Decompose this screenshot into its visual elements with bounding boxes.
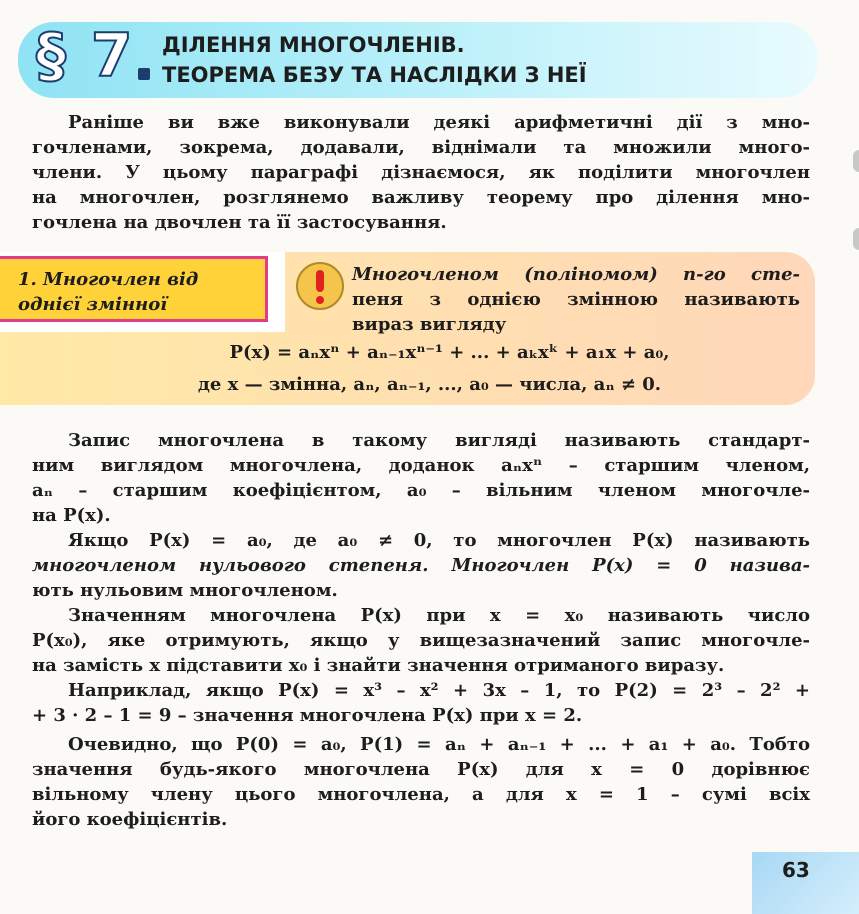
body-line: + 3 · 2 – 1 = 9 – значення многочлена P(x) при x = 2. [32, 705, 583, 726]
body-line: Запис многочлена в такому вигляді називають стандарт- [68, 430, 810, 451]
body-paragraph-3 [32, 603, 810, 678]
body-line: aₙ – старшим коефіцієнтом, a₀ – вільним членом многочле- [32, 480, 810, 501]
section-dot [138, 68, 150, 80]
section-title-line-1: ДІЛЕННЯ МНОГОЧЛЕНІВ. [162, 33, 465, 57]
section-title-line-2: ТЕОРЕМА БЕЗУ ТА НАСЛІДКИ З НЕЇ [162, 63, 587, 87]
body-line: вільному члену цього многочлена, а для x = 1 – сумі всіх [32, 784, 810, 805]
intro-line: на многочлен, розглянемо важливу теорему про ділення мно- [32, 187, 810, 208]
body-line: P(x₀), яке отримують, якщо у вищезазначений запис многочле- [32, 630, 810, 651]
definition-line: Многочленом (поліномом) n-го сте- [352, 264, 800, 285]
definition-text [352, 262, 800, 337]
body-line: Наприклад, якщо P(x) = x³ – x² + 3x – 1, то P(2) = 2³ – 2² + [68, 680, 810, 701]
body-line: многочленом нульового степеня. Многочлен P(x) = 0 назива- [32, 555, 810, 576]
body-paragraph-5 [32, 732, 810, 832]
body-paragraph-1 [32, 428, 810, 528]
page-edge-mark [853, 228, 859, 250]
exclamation-icon [296, 262, 344, 310]
body-line: Якщо P(x) = a₀, де a₀ ≠ 0, то многочлен P(x) називають [68, 530, 810, 551]
body-line: на P(x). [32, 505, 111, 526]
intro-line: Раніше ви вже виконували деякі арифметичні дії з мно- [68, 112, 810, 133]
topic-label-box [0, 256, 268, 322]
intro-line: члени. У цьому параграфі дізнаємося, як поділити многочлен [32, 162, 810, 183]
body-line: ним виглядом многочлена, доданок aₙxⁿ – старшим членом, [32, 455, 810, 476]
body-line: Значенням многочлена P(x) при x = x₀ називають число [68, 605, 810, 626]
page-number: 63 [782, 858, 810, 882]
topic-label [18, 267, 198, 317]
body-line: на замість x підставити x₀ і знайти значення отриманого виразу. [32, 655, 725, 676]
topic-label-line-2: однієї змінної [18, 294, 168, 315]
page-edge-mark [853, 150, 859, 172]
body-line: Очевидно, що P(0) = a₀, P(1) = aₙ + aₙ₋₁ + ... + a₁ + a₀. Тобто [68, 734, 810, 755]
definition-line: пеня з однією змінною називають [352, 289, 800, 310]
intro-paragraph [32, 110, 810, 235]
formula-note: де x — змінна, aₙ, aₙ₋₁, ..., a₀ — числа, aₙ ≠ 0. [197, 374, 662, 395]
definition-line: вираз вигляду [352, 314, 507, 335]
body-paragraph-4 [32, 678, 810, 728]
section-title [162, 30, 587, 90]
polynomial-formula: P(x) = aₙxⁿ + aₙ₋₁xⁿ⁻¹ + ... + aₖxᵏ + a₁x + a₀, [229, 342, 670, 363]
topic-label-line-1: 1. Многочлен від [18, 269, 199, 290]
intro-line: гочленами, зокрема, додавали, віднімали та множили много- [32, 137, 810, 158]
body-line: ють нульовим многочленом. [32, 580, 338, 601]
intro-line: гочлена на двочлен та її застосування. [32, 212, 447, 233]
section-number: § 7 [36, 21, 135, 91]
body-line: значення будь-якого многочлена P(x) для x = 0 дорівнює [32, 759, 810, 780]
body-line: його коефіцієнтів. [32, 809, 228, 830]
body-paragraph-2 [32, 528, 810, 603]
